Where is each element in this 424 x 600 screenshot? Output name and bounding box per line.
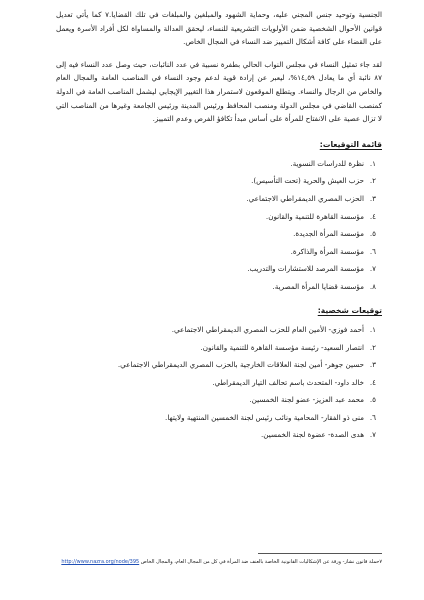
list-number: ٢. (369, 176, 376, 186)
list-number: ٧. (369, 264, 376, 274)
list-text: مؤسسة المرأة والذاكرة. (290, 246, 364, 256)
list-item (56, 264, 376, 274)
footnote (42, 558, 382, 566)
list-number: ٧. (369, 430, 376, 440)
list-number: ٥. (369, 395, 376, 405)
list-text: انتصار السعيد- رئيسة مؤسسة القاهرة للتنمية والقانون. (200, 342, 364, 352)
personal-signatures-heading: توقيعات شخصية: (317, 305, 382, 315)
list-item (56, 395, 376, 405)
list-text: نظرة للدراسات النسوية. (290, 158, 364, 168)
list-item (56, 360, 376, 370)
list-text: الحزب المصري الديمقراطي الاجتماعي. (246, 193, 364, 203)
signatures-heading: قائمة التوقيعات: (319, 139, 382, 149)
list-number: ٤. (369, 211, 376, 221)
list-item (56, 176, 376, 186)
list-item (56, 413, 376, 423)
list-number: ٣. (369, 360, 376, 370)
list-text: منى ذو الفقار- المحامية ونائب رئيس لجنة الخمسين المنتهية ولايتها. (165, 412, 364, 422)
list-number: ٦. (369, 246, 376, 256)
list-item (56, 343, 376, 353)
list-number: ٤. (369, 377, 376, 387)
footnote-link[interactable]: http://www.nazra.org/node/395 (61, 559, 140, 565)
body-paragraph-1: الجنسية وتوحيد جنس المجني عليه، وحماية الشهود والمبلغين والمبلغات في تلك القضايا.٧ كما يأتي تعديل قوانين الأحوال الشخصية ضمن الأولويات التشريعية للنساء، ليحقق العدالة والمساواة لكل أفراد الأسرة ويعمل على القضاء على كافة أشكال التمييز ضد النساء في المجال الخاص. (56, 10, 382, 47)
list-number: ١. (369, 158, 376, 168)
footnote-text: ٧حملة قانون نشاز- ورقة عن الإشكاليات القانونية الخاصة بالعنف ضد المرأة في كل من المجال العام، والمجال الخاص (140, 559, 382, 565)
list-number: ٢. (369, 342, 376, 352)
list-item (56, 247, 376, 257)
list-number: ١. (369, 324, 376, 334)
list-number: ٨. (369, 281, 376, 291)
list-item (56, 325, 376, 335)
list-item (56, 159, 376, 169)
list-number: ٦. (369, 412, 376, 422)
list-text: حزب العيش والحرية (تحت التأسيس). (251, 176, 364, 186)
list-text: أحمد فوزي- الأمين العام للحزب المصري الديمقراطي الاجتماعي. (171, 324, 364, 334)
footnote-divider (258, 553, 382, 554)
list-item (56, 378, 376, 388)
list-number: ٥. (369, 229, 376, 239)
list-text: حسين جوهر- أمين لجنة العلاقات الخارجية بالحزب المصري الديمقراطي الاجتماعي. (117, 360, 364, 370)
personal-signatures-list (56, 325, 382, 441)
list-item (56, 212, 376, 222)
list-item (56, 194, 376, 204)
list-text: خالد داود- المتحدث باسم تحالف التيار الديمقراطي. (212, 377, 364, 387)
document-page (56, 8, 382, 448)
list-text: مؤسسة قضايا المرأة المصرية. (272, 281, 364, 291)
org-signatures-list (56, 159, 382, 292)
list-item (56, 282, 376, 292)
list-text: هدى الصدة- عضوة لجنة الخمسين. (260, 430, 364, 440)
list-item (56, 430, 376, 440)
list-item (56, 229, 376, 239)
list-number: ٣. (369, 193, 376, 203)
list-text: مؤسسة القاهرة للتنمية والقانون. (265, 211, 364, 221)
list-text: مؤسسة المرصد للاستشارات والتدريب. (247, 264, 364, 274)
list-text: مؤسسة المرأة الجديدة. (293, 229, 364, 239)
body-paragraph-2: لقد جاء تمثيل النساء في مجلس النواب الحالي بطفرة نسبية في عدد النائبات، حيث وصل عدد النساء فيه إلى ٨٧ نائبة أي ما يعادل ١٤,٥٩%، ليعبر عن إرادة قوية لدعم وجود النساء في المناصب العامة والمجال العام والخاص من الرجال والنساء. ويتطلع الموقعون لاستمرار هذا التغيير الإيجابي ليشمل المناصب العامة في الدولة كمنصب القاضي في مجلس الدولة ومنصب المحافظ ورئيس المدينة ورئيس الجامعة وغيرها من المناصب التي لا تزال عصية على الانفتاح للمرأة على أساس مبدأ تكافؤ الفرص وعدم التمييز. (56, 59, 382, 124)
list-text: محمد عبد العزيز- عضو لجنة الخمسين. (249, 395, 364, 405)
